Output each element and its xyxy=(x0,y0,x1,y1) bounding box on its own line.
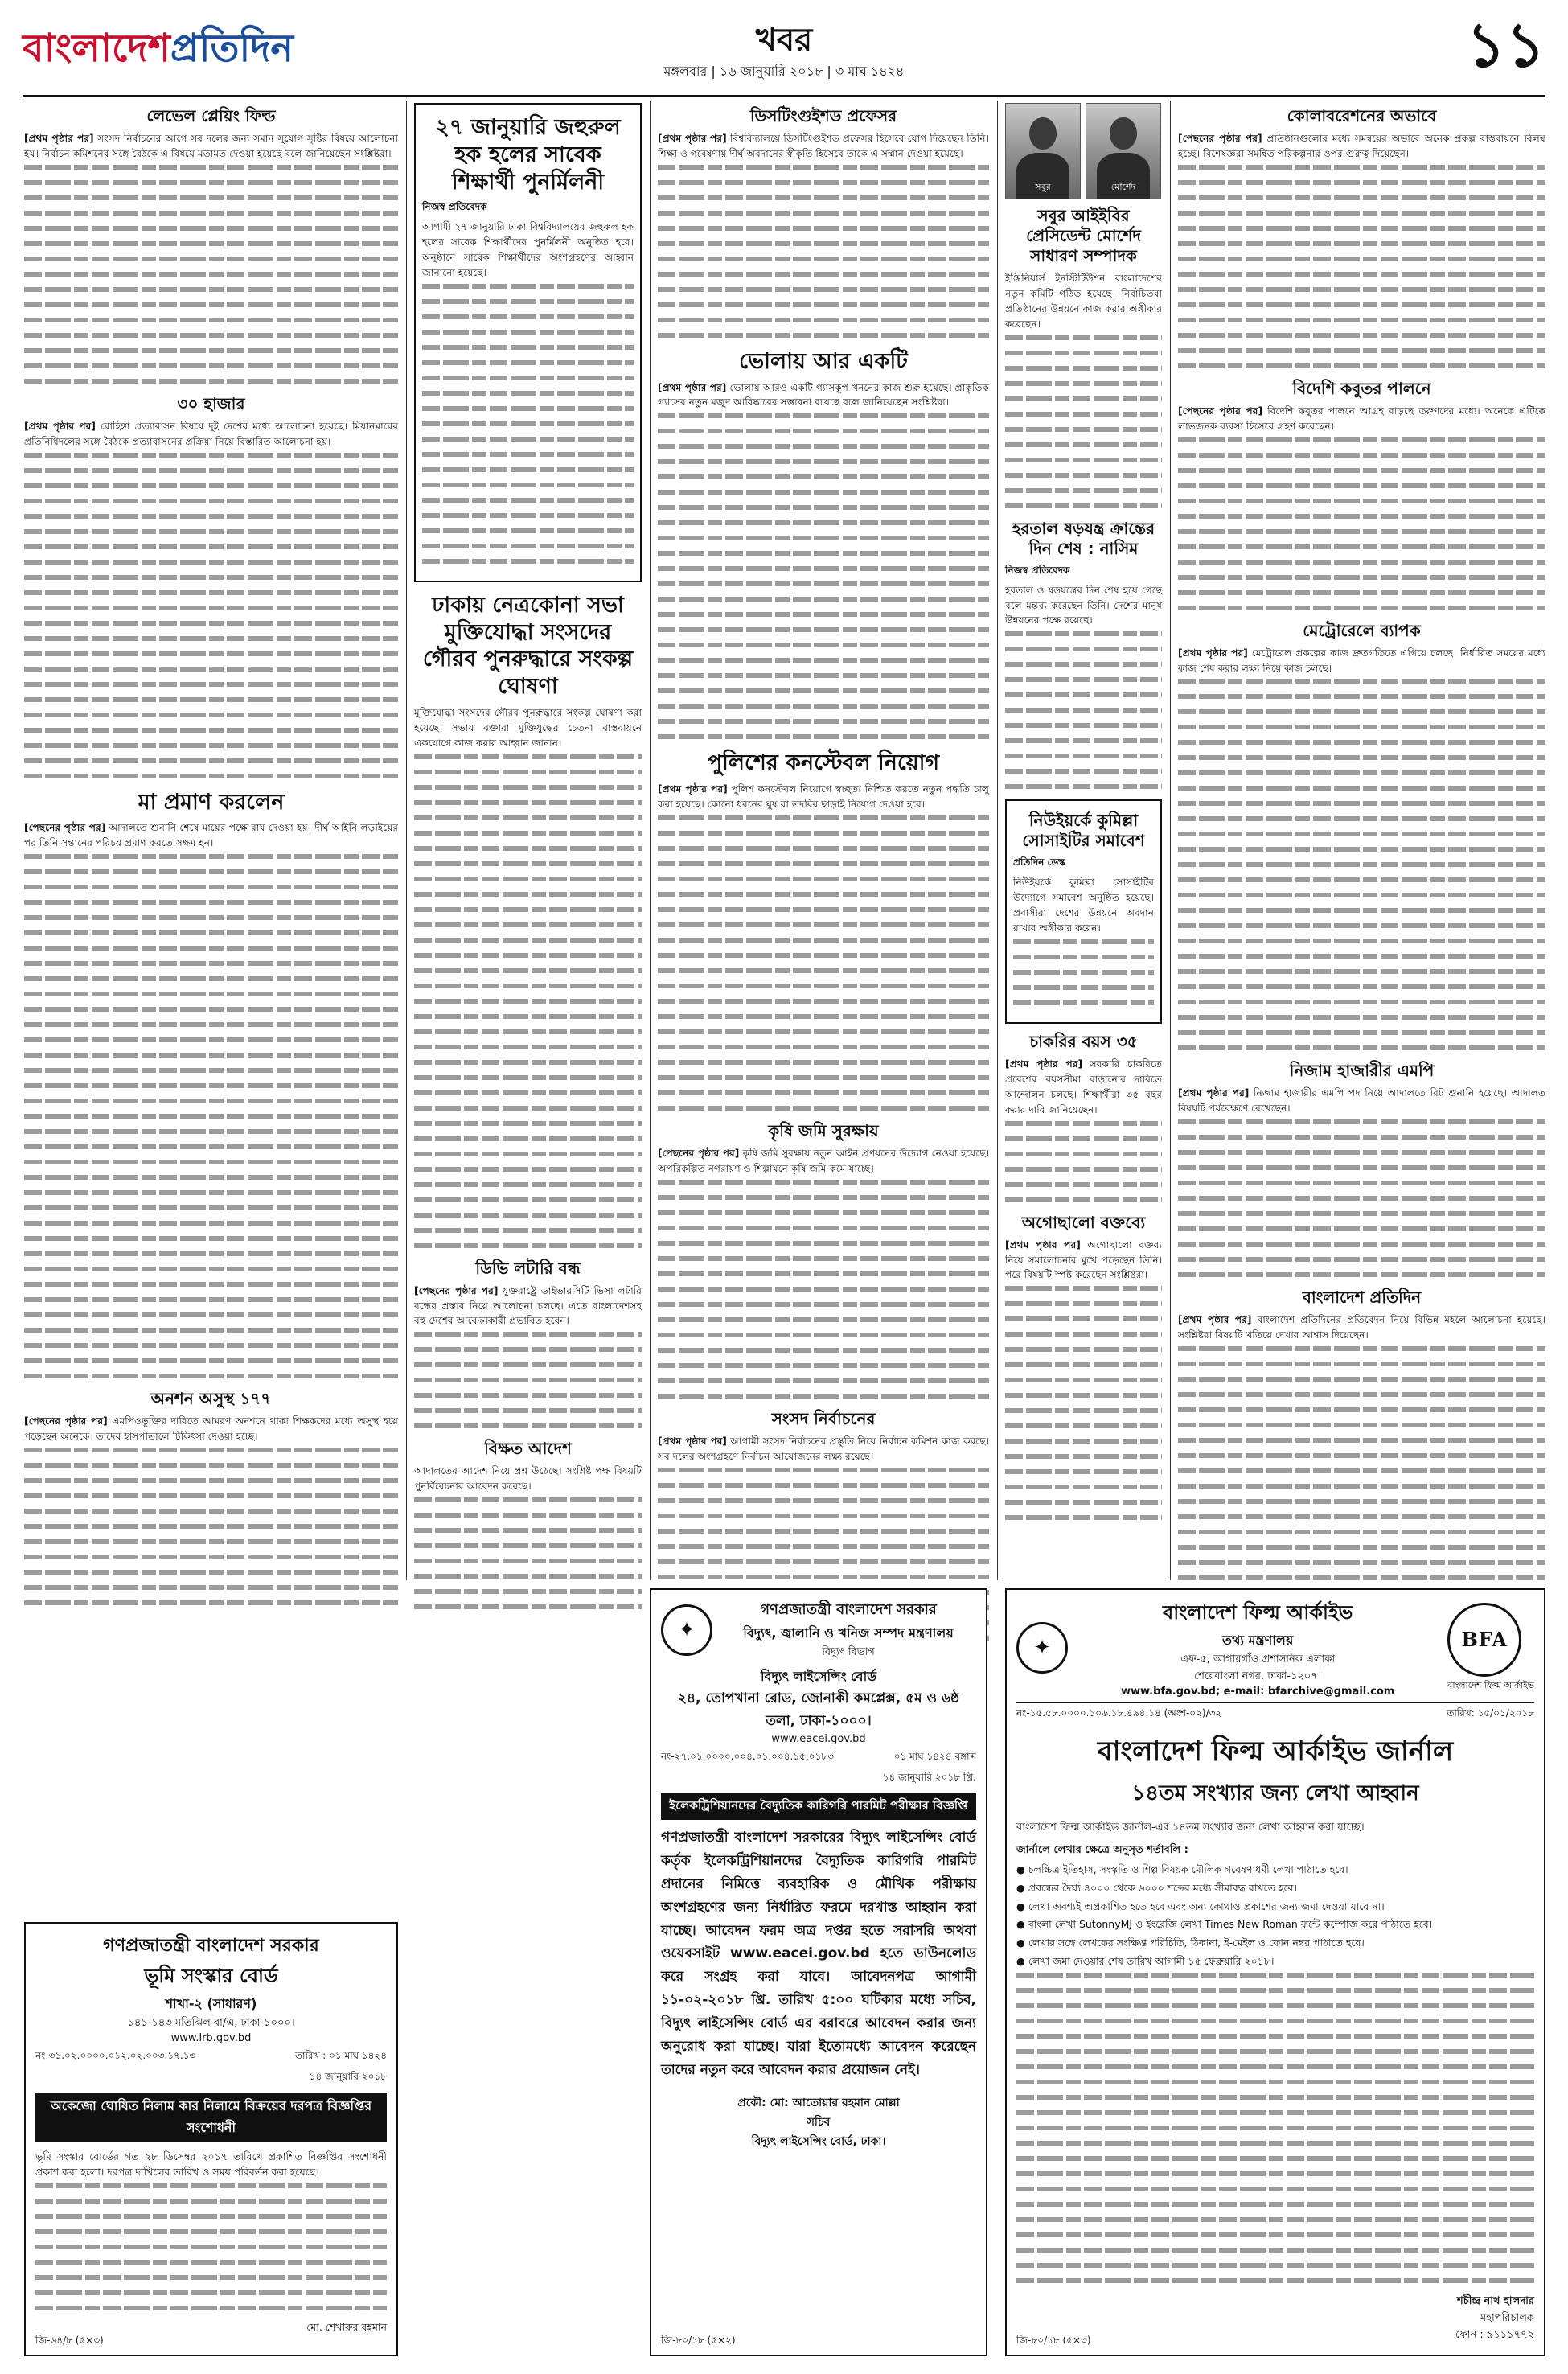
column-divider xyxy=(1170,101,1171,1580)
article-dv-lottery[interactable]: ডিভি লটারি বন্ধ [পেছনের পৃষ্ঠার পর] যুক্তরাষ্ট্রে ডাইভারসিটি ভিসা লটারি বন্ধের প্রস্তাব নিয়ে আলোচনা চলছে। এতে বাংলাদেশসহ বহু দেশের আবেদনকারী প্রভাবিত হবেন। xyxy=(414,1259,642,1429)
ad-website[interactable]: www.eacei.gov.bd xyxy=(771,1733,866,1745)
text-lines xyxy=(422,284,634,564)
byline: নিজস্ব প্রতিবেদক xyxy=(422,201,487,213)
headline: ডিভি লটারি বন্ধ xyxy=(475,1258,581,1278)
ad-date: তারিখ: ১৫/০১/২০১৮ xyxy=(1447,1707,1534,1719)
text-lines xyxy=(24,854,398,1378)
ad-ref-row: নং-৩১.০২.০০০০.০১২.০২.০০৩.১৭.১৩ তারিখ : ০১ মাঘ ১৪২৪ xyxy=(35,2049,387,2065)
film-archive-logo-icon: BFA xyxy=(1447,1603,1521,1677)
ad-land-reform[interactable] xyxy=(24,1922,398,2356)
headline: ঢাকায় নেত্রকোনা সভা মুক্তিযোদ্ধা সংসদের গৌরব পুনরুদ্ধারে সংকল্প ঘোষণা xyxy=(422,592,634,700)
ad-date: ০১ মাঘ ১৪২৪ বঙ্গাব্দ xyxy=(893,1751,976,1762)
photo-caption: সবুর xyxy=(1035,182,1051,192)
ad-list-item: ● লেখা অবশ্যই অপ্রকাশিত হতে হবে এবং অন্য কোথাও প্রকাশের জন্য জমা দেওয়া যাবে না। xyxy=(1016,1900,1385,1912)
article-body: নিজাম হাজারীর এমপি পদ নিয়ে আদালতে রিট শুনানি হয়েছে। আদালত বিষয়টি পর্যবেক্ষণে রেখেছেন। xyxy=(1178,1087,1546,1115)
article-chakri[interactable]: চাকরির বয়স ৩৫ [প্রথম পৃষ্ঠার পর] সরকারি চাকরিতে প্রবেশের বয়সসীমা বাড়ানোর দাবিতে আন্দোলন চলছে। শিক্ষার্থীরা ৩৫ বছর করার দাবি জানিয়েছেন। xyxy=(1005,1032,1162,1202)
text-lines xyxy=(35,2183,387,2310)
text-lines xyxy=(1005,1121,1162,1202)
ad-address: ১৪১-১৪৩ মতিঝিল বা/এ, ঢাকা-১০০০। xyxy=(127,2017,295,2029)
article-anshan[interactable]: অনশন অসুস্থ ১৭৭ [পেছনের পৃষ্ঠার পর] এমপিওভুক্তির দাবিতে আমরণ অনশনে থাকা শিক্ষকদের মধ্যে অসুস্থ হয়ে পড়েছেন অনেকে। তাদের হাসপাতালে চিকিৎসা দেওয়া হচ্ছে। xyxy=(24,1389,398,1605)
headline: সবুর আইইবির প্রেসিডেন্ট মোর্শেদ সাধারণ সম্পাদক xyxy=(1026,206,1141,265)
column-3 xyxy=(658,103,989,1651)
ad-subheading: শাখা-২ (সাধারণ) xyxy=(165,1996,257,2011)
text-lines xyxy=(1013,939,1154,1005)
headline: মেট্রোরেলে ব্যাপক xyxy=(1303,620,1421,640)
ad-heading: গণপ্রজাতন্ত্রী বাংলাদেশ সরকার xyxy=(760,1601,937,1618)
ad-list-item: ● লেখা জমা দেওয়ার শেষ তারিখ আগামী ১৫ ফেব্রুয়ারি ২০১৮। xyxy=(1016,1954,1275,1967)
text-lines xyxy=(1005,631,1162,789)
section-title: খবর xyxy=(755,22,813,59)
government-emblem-icon: ✦ xyxy=(1016,1622,1068,1674)
headline: পুলিশের কনস্টেবল নিয়োগ xyxy=(707,750,940,776)
headline: হরতাল ষড়যন্ত্র ক্রান্তের দিন শেষ : নাসিম xyxy=(1012,518,1155,558)
headline: নিজাম হাজারীর এমপি xyxy=(1289,1061,1435,1081)
ad-header xyxy=(1016,1598,1534,1698)
portrait-photo xyxy=(1086,103,1161,199)
text-lines xyxy=(1005,335,1162,508)
article-horotal[interactable] xyxy=(1005,519,1162,790)
ad-ref: নং-১৫.৫৮.০০০০.১০৬.১৮.৪৯৪.১৪ (অংশ-০২)/৩২ xyxy=(1016,1707,1222,1719)
article-body: হরতাল ও ষড়যন্ত্রের দিন শেষ হয়ে গেছে বলে মন্তব্য করেছেন তিনি। দেশের মানুষ উন্নয়নের পক্ষে রয়েছে। xyxy=(1005,584,1162,626)
ad-code: জি-৮০/১৮ (৫×২) xyxy=(661,2335,736,2346)
portrait-pair xyxy=(1005,103,1162,199)
article-body: কৃষি জমি সুরক্ষায় নতুন আইন প্রণয়নের উদ্যোগ নেওয়া হয়েছে। অপরিকল্পিত নগরায়ণ ও শিল্পায়নে কৃষি জমি কমে যাচ্ছে। xyxy=(658,1147,989,1174)
headline: সংসদ নির্বাচনের xyxy=(771,1408,876,1428)
ad-ref: নং-২৭.০১.০০০০.০০৪.০১.০০৪.১৫.০১৮৩ xyxy=(661,1751,834,1762)
text-lines xyxy=(24,1448,398,1605)
ad-list-title: জার্নালে লেখার ক্ষেত্রে অনুসৃত শর্তাবলি : xyxy=(1016,1844,1188,1857)
article-body: ভোলায় আরও একটি গ্যাসকূপ খননের কাজ শুরু হয়েছে। প্রাকৃতিক গ্যাসের নতুন মজুদ আবিষ্কারের সম্ভাবনা রয়েছে বলে জানিয়েছেন সংশ্লিষ্টরা। xyxy=(658,381,990,409)
headline: ২৭ জানুয়ারি জহুরুল হক হলের সাবেক শিক্ষার্থী পুনর্মিলনী xyxy=(435,115,621,195)
logo-accent: প্রতিদিন xyxy=(170,26,294,71)
ad-signature: প্রকৌ: মো: আতোয়ার রহমান মোল্লা সচিব বিদ্যুৎ লাইসেন্সিং বোর্ড, ঢাকা। xyxy=(737,2096,900,2148)
ad-subheading: বিদ্যুৎ বিভাগ xyxy=(822,1646,875,1658)
column-4 xyxy=(1005,103,1162,1530)
article-level-playing[interactable]: লেভেল প্লেয়িং ফিল্ড [প্রথম পৃষ্ঠার পর] সংসদ নির্বাচনের আগে সব দলের জন্য সমান সুযোগ সৃষ্টির বিষয়ে আলোচনা হয়। নির্বাচন কমিশনের সঙ্গে বৈঠকে এ বিষয়ে মতামত দেওয়া হয়েছে বলে জানিয়েছেন সংশ্লিষ্টরা। xyxy=(24,106,398,384)
article-body: আগামী ২৭ জানুয়ারি ঢাকা বিশ্ববিদ্যালয়ের জহুরুল হক হলের সাবেক শিক্ষার্থীদের পুনর্মিলনী অনুষ্ঠিত হবে। অনুষ্ঠানে সাবেক শিক্ষার্থীদের অংশগ্রহণের আহ্বান জানানো হয়েছে। xyxy=(422,221,634,278)
masthead xyxy=(23,9,1545,93)
logo-main: বাংলাদেশ xyxy=(23,26,170,71)
text-lines xyxy=(658,815,989,1111)
text-lines xyxy=(414,754,642,1248)
article-sabur[interactable] xyxy=(1005,206,1162,508)
ad-heading: বাংলাদেশ ফিল্ম আর্কাইভ xyxy=(1162,1601,1353,1624)
column-divider xyxy=(650,101,651,1580)
article-professor[interactable]: ডিসটিংগুইশড প্রফেসর [প্রথম পৃষ্ঠার পর] বিশ্ববিদ্যালয়ে ডিসটিংগুইশড প্রফেসর হিসেবে যোগ দিয়েছেন তিনি। শিক্ষা ও গবেষণায় দীর্ঘ অবদানের স্বীকৃতি হিসেবে তাকে এ সম্মান দেওয়া হয়েছে। xyxy=(658,106,989,338)
headline: বাংলাদেশ প্রতিদিন xyxy=(1302,1288,1422,1308)
text-lines xyxy=(1005,1286,1162,1520)
ad-heading: ভূমি সংস্কার বোর্ড xyxy=(144,1965,278,1987)
article-body: বিদেশি কবুতর পালনে আগ্রহ বাড়ছে তরুণদের মধ্যে। অনেকে এটিকে লাভজনক ব্যবসা হিসেবে গ্রহণ করেছেন। xyxy=(1178,405,1545,432)
column-2 xyxy=(414,103,642,1620)
ad-date-row xyxy=(35,2070,387,2086)
ad-date: ১৪ জানুয়ারি ২০১৮ xyxy=(309,2071,387,2082)
ad-date-row xyxy=(661,1771,976,1787)
headline: অনশন অসুস্থ ১৭৭ xyxy=(150,1389,272,1409)
article-body: মুক্তিযোদ্ধা সংসদের গৌরব পুনরুদ্ধারে সংকল্প ঘোষণা করা হয়েছে। সভায় বক্তারা মুক্তিযুদ্ধের চেতনা বাস্তবায়নে একযোগে কাজ করার আহ্বান জানান। xyxy=(414,706,642,749)
text-lines xyxy=(658,165,989,338)
ad-body: গণপ্রজাতন্ত্রী বাংলাদেশ সরকারের বিদ্যুৎ লাইসেন্সিং বোর্ড কর্তৃক ইলেকট্রিশিয়ানদের বৈদ্যুতিক কারিগরি পারমিট প্রদানের নিমিত্তে ব্যবহারিক ও মৌখিক পরীক্ষায় অংশগ্রহণের জন্য নির্ধারিত ফরমে দরখাস্ত আহ্বান করা যাচ্ছে। আবেদন ফরম অত্র দপ্তর হতে সরাসরি অথবা ওয়েবসাইট www.eacei.gov.bd হতে ডাউনলোড করে সংগ্রহ করা যাবে। আবেদনপত্র আগামী ১১-০২-২০১৮ খ্রি. তারিখ ৫:০০ ঘটিকার মধ্যে সচিব, বিদ্যুৎ লাইসেন্সিং বোর্ড এর বরাবরে আবেদন করার জন্য অনুরোধ করা যাচ্ছে। যারা ইতোমধ্যে আবেদন করেছেন তাদের নতুন করে আবেদন করার প্রয়োজন নেই। xyxy=(661,1830,976,2078)
text-lines xyxy=(24,453,398,778)
article-body: রোহিঙ্গা প্রত্যাবাসন বিষয়ে দুই দেশের মধ্যে আলোচনা হয়েছে। মিয়ানমারের প্রতিনিধিদলের সঙ্গে বৈঠকে প্রত্যাবাসনের প্রক্রিয়া নিয়ে বিস্তারিত আলোচনা হয়। xyxy=(24,420,399,447)
text-lines xyxy=(24,165,398,384)
headline: ৩০ হাজার xyxy=(177,393,245,413)
ad-ref-row xyxy=(1016,1702,1534,1723)
headline: বিদেশি কবুতর পালনে xyxy=(1292,378,1431,398)
column-1 xyxy=(24,103,398,1616)
article-body: প্রতিষ্ঠানগুলোর মধ্যে সমন্বয়ের অভাবে অনেক প্রকল্প বাস্তবায়নে বিলম্ব হচ্ছে। বিশেষজ্ঞরা সমন্বিত পরিকল্পনার ওপর গুরুত্ব দিয়েছেন। xyxy=(1178,133,1545,159)
ad-ref-row xyxy=(661,1750,976,1766)
ad-intro: বাংলাদেশ ফিল্ম আর্কাইভ জার্নাল-এর ১৪তম সংখ্যার জন্য লেখা আহ্বান করা যাচ্ছে। xyxy=(1016,1822,1365,1834)
text-lines xyxy=(658,413,989,739)
masthead-rule xyxy=(23,95,1545,97)
article-police[interactable]: পুলিশের কনস্টেবল নিয়োগ [প্রথম পৃষ্ঠার পর] পুলিশ কনস্টেবল নিয়োগে স্বচ্ছতা নিশ্চিত করতে নতুন পদ্ধতি চালু করা হয়েছে। কোনো ধরনের ঘুষ বা তদবির ছাড়াই নিয়োগ দেওয়া হবে। xyxy=(658,750,989,1111)
article-nizam[interactable]: নিজাম হাজারীর এমপি [প্রথম পৃষ্ঠার পর] নিজাম হাজারীর এমপি পদ নিয়ে আদালতে রিট শুনানি হয়েছে। আদালত বিষয়টি পর্যবেক্ষণে রেখেছেন। xyxy=(1178,1061,1545,1277)
headline: মা প্রমাণ করলেন xyxy=(138,789,285,815)
ad-electricity[interactable] xyxy=(650,1588,987,2356)
article-ma-proman[interactable]: মা প্রমাণ করলেন [পেছনের পৃষ্ঠার পর] আদালতে শুনানি শেষে মায়ের পক্ষে রায় দেওয়া হয়। দীর্ঘ আইনি লড়াইয়ের পর তিনি সন্তানের পরিচয় প্রমাণ করতে সক্ষম হন। xyxy=(24,789,398,1379)
article-body: পুলিশ কনস্টেবল নিয়োগে স্বচ্ছতা নিশ্চিত করতে নতুন পদ্ধতি চালু করা হয়েছে। কোনো ধরনের ঘুষ বা তদবির ছাড়াই নিয়োগ দেওয়া হবে। xyxy=(658,783,990,811)
headline: নিউইয়র্কে কুমিল্লা সোসাইটির সমাবেশ xyxy=(1022,811,1145,851)
ad-film-archive[interactable] xyxy=(1005,1588,1545,2356)
ad-list-item: ● বাংলা লেখা SutonnyMJ ও ইংরেজি লেখা Times New Roman ফন্টে কম্পোজ করে পাঠাতে হবে। xyxy=(1016,1918,1433,1931)
ad-code: জি-৮০/১৮ (৫×৩) xyxy=(1016,2335,1091,2346)
text-lines xyxy=(1016,1973,1534,2283)
headline: কৃষি জমি সুরক্ষায় xyxy=(768,1120,879,1140)
ad-address: ২৪, তোপখানা রোড, জোনাকী কমপ্লেক্স, ৫ম ও ৬ষ্ঠ তলা, ঢাকা-১০০০। xyxy=(677,1690,960,1729)
photo-caption: মোর্শেদ xyxy=(1110,182,1136,192)
article-muktijoddha[interactable] xyxy=(414,592,642,1248)
ad-heading: গণপ্রজাতন্ত্রী বাংলাদেশ সরকার xyxy=(103,1936,319,1956)
article-metrorail[interactable]: মেট্রোরেলে ব্যাপক [প্রথম পৃষ্ঠার পর] মেট্রোরেল প্রকল্পের কাজ দ্রুতগতিতে এগিয়ে চলছে। নির্ধারিত সময়ের মধ্যে কাজ শেষ করার লক্ষ্য নিয়ে কাজ চলছে। xyxy=(1178,621,1545,1051)
ad-website[interactable]: www.lrb.gov.bd xyxy=(170,2032,252,2044)
ad-code: জি-৬৪/৮ (৫×৩) xyxy=(35,2335,104,2346)
headline: ভোলায় আর একটি xyxy=(739,348,908,374)
article-kobutor[interactable]: বিদেশি কবুতর পালনে [পেছনের পৃষ্ঠার পর] বিদেশি কবুতর পালনে আগ্রহ বাড়ছে তরুণদের মধ্যে। অনেকে এটিকে লাভজনক ব্যবসা হিসেবে গ্রহণ করেছেন। xyxy=(1178,379,1545,610)
ad-body: ভূমি সংস্কার বোর্ডের গত ২৮ ডিসেম্বর ২০১৭ তারিখে প্রকাশিত বিজ্ঞপ্তির সংশোধনী প্রকাশ করা হলো। দরপত্র দাখিলের তারিখ ও সময় পরিবর্তন করা হয়েছে। xyxy=(35,2150,387,2179)
article-body: আদালতে শুনানি শেষে মায়ের পক্ষে রায় দেওয়া হয়। দীর্ঘ আইনি লড়াইয়ের পর তিনি সন্তানের পরিচয় প্রমাণ করতে সক্ষম হন। xyxy=(24,822,398,849)
article-collaboration[interactable]: কোলাবরেশনের অভাবে [পেছনের পৃষ্ঠার পর] প্রতিষ্ঠানগুলোর মধ্যে সমন্বয়ের অভাবে অনেক প্রকল্প বাস্তবায়নে বিলম্ব হচ্ছে। বিশেষজ্ঞরা সমন্বিত পরিকল্পনার ওপর গুরুত্ব দিয়েছেন। xyxy=(1178,106,1545,368)
text-lines xyxy=(1178,1346,1545,1580)
byline: প্রতিদিন ডেস্ক xyxy=(1013,856,1065,869)
text-lines xyxy=(1178,1119,1545,1277)
portrait-photo xyxy=(1005,103,1081,199)
article-krishi[interactable]: কৃষি জমি সুরক্ষায় [পেছনের পৃষ্ঠার পর] কৃষি জমি সুরক্ষায় নতুন আইন প্রণয়নের উদ্যোগ নেওয়া হয়েছে। অপরিকল্পিত নগরায়ণ ও শিল্পায়নে কৃষি জমি কমে যাচ্ছে। xyxy=(658,1121,989,1399)
ad-band: ইলেকট্রিশিয়ানদের বৈদ্যুতিক কারিগরি পারমিট পরীক্ষার বিজ্ঞপ্তি xyxy=(661,1793,976,1820)
ad-signature: শচীন্দ্র নাথ হালদার মহাপরিচালক ফোন : ৯১১১৭৭২ xyxy=(1455,2294,1534,2341)
ad-header xyxy=(661,1598,976,1661)
article-body: বিশ্ববিদ্যালয়ে ডিসটিংগুইশড প্রফেসর হিসেবে যোগ দিয়েছেন তিনি। শিক্ষা ও গবেষণায় দীর্ঘ অবদানের স্বীকৃতি হিসেবে তাকে এ সম্মান দেওয়া হয়েছে। xyxy=(658,133,989,159)
dateline: মঙ্গলবার | ১৬ জানুয়ারি ২০১৮ | ৩ মাঘ ১৪২৪ xyxy=(663,64,905,79)
ad-subheadline: ১৪তম সংখ্যার জন্য লেখা আহ্বান xyxy=(1131,1781,1419,1805)
headline: অগোছালো বক্তব্যে xyxy=(1021,1212,1146,1232)
text-lines xyxy=(1178,165,1545,368)
ad-address: এফ-৫, আগারগাঁও প্রশাসনিক এলাকা xyxy=(1180,1653,1336,1665)
article-body: আদালতের আদেশ নিয়ে প্রশ্ন উঠেছে। সংশ্লিষ্ট পক্ষ বিষয়টি পুনর্বিবেচনার আবেদন করেছে। xyxy=(414,1465,642,1493)
article-body: আগামী সংসদ নির্বাচনের প্রস্তুতি নিয়ে নির্বাচন কমিশন কাজ করছে। সব দলের অংশগ্রহণে নির্বাচন আয়োজনের লক্ষ্য রয়েছে। xyxy=(658,1435,989,1462)
article-bikkhoto[interactable] xyxy=(414,1439,642,1609)
article-haq-hall[interactable] xyxy=(414,103,642,582)
ad-date: ০১ মাঘ ১৪২৪ xyxy=(329,2050,387,2061)
article-thirty-thousand[interactable]: ৩০ হাজার [প্রথম পৃষ্ঠার পর] রোহিঙ্গা প্রত্যাবাসন বিষয়ে দুই দেশের মধ্যে আলোচনা হয়েছে। মিয়ানমারের প্রতিনিধিদলের সঙ্গে বৈঠকে প্রত্যাবাসনের প্রক্রিয়া নিয়ে বিস্তারিত আলোচনা হয়। xyxy=(24,394,398,778)
page-number: ১১ xyxy=(1466,9,1545,80)
bfa-logo xyxy=(1447,1603,1534,1694)
ad-board: বিদ্যুৎ লাইসেন্সিং বোর্ড xyxy=(761,1669,876,1684)
ad-heading: বিদ্যুৎ, জ্বালানি ও খনিজ সম্পদ মন্ত্রণালয় xyxy=(743,1625,954,1641)
ad-band: অকেজো ঘোষিত নিলাম কার নিলামে বিক্রয়ের দরপত্র বিজ্ঞপ্তির সংশোধনী xyxy=(35,2093,387,2142)
headline: চাকরির বয়স ৩৫ xyxy=(1029,1031,1138,1051)
text-lines xyxy=(414,1332,642,1428)
ad-ref: নং-৩১.০২.০০০০.০১২.০২.০০৩.১৭.১৩ xyxy=(35,2050,196,2061)
text-lines xyxy=(658,1180,989,1399)
article-agochalo[interactable]: অগোছালো বক্তব্যে [প্রথম পৃষ্ঠার পর] অগোছালো বক্তব্য নিয়ে সমালোচনার মুখে পড়েছেন তিনি। পরে বিষয়টি স্পষ্ট করেছেন সংশ্লিষ্টরা। xyxy=(1005,1213,1162,1521)
headline: লেভেল প্লেয়িং ফিল্ড xyxy=(146,106,276,125)
article-body: ইঞ্জিনিয়ার্স ইনস্টিটিউশন বাংলাদেশের নতুন কমিটি গঠিত হয়েছে। নির্বাচিতরা প্রতিষ্ঠানের উন্নয়নে কাজ করার অঙ্গীকার করেছেন। xyxy=(1005,273,1162,330)
text-lines xyxy=(1178,679,1545,1050)
ad-list-item: ● চলচ্চিত্র ইতিহাস, সংস্কৃতি ও শিল্প বিষয়ক মৌলিক গবেষণাধর্মী লেখা পাঠাতে হবে। xyxy=(1016,1863,1348,1876)
ad-list-item: ● লেখার সঙ্গে লেখকের সংক্ষিপ্ত পরিচিতি, ঠিকানা, ই-মেইল ও ফোন নম্বর পাঠাতে হবে। xyxy=(1016,1937,1365,1949)
ad-list-item: ● প্রবন্ধের দৈর্ঘ্য ৪০০০ থেকে ৬০০০ শব্দের মধ্যে সীমাবদ্ধ রাখতে হবে। xyxy=(1016,1881,1297,1894)
article-newyork[interactable] xyxy=(1005,799,1162,1024)
ad-date: ১৪ জানুয়ারি ২০১৮ খ্রি. xyxy=(882,1772,976,1783)
text-lines xyxy=(1178,437,1545,610)
ad-website[interactable]: www.bfa.gov.bd; e-mail: bfarchive@gmail.com xyxy=(1120,1686,1395,1698)
article-body: অগোছালো বক্তব্য নিয়ে সমালোচনার মুখে পড়েছেন তিনি। পরে বিষয়টি স্পষ্ট করেছেন সংশ্লিষ্টরা। xyxy=(1005,1238,1163,1281)
article-body: বাংলাদেশ প্রতিদিনের প্রতিবেদন নিয়ে বিভিন্ন মহলে আলোচনা হয়েছে। সংশ্লিষ্টরা বিষয়টি খতিয়ে দেখার আশ্বাস দিয়েছেন। xyxy=(1178,1314,1546,1341)
article-sangsad[interactable]: সংসদ নির্বাচনের [প্রথম পৃষ্ঠার পর] আগামী সংসদ নির্বাচনের প্রস্তুতি নিয়ে নির্বাচন কমিশন কাজ করছে। সব দলের অংশগ্রহণে নির্বাচন আয়োজনের লক্ষ্য রয়েছে। xyxy=(658,1409,989,1641)
article-body: নিউইয়র্কে কুমিল্লা সোসাইটির উদ্যোগে সমাবেশ অনুষ্ঠিত হয়েছে। প্রবাসীরা দেশের উন্নয়নে অবদান রাখার অঙ্গীকার করেন। xyxy=(1013,877,1154,934)
byline: নিজস্ব প্রতিবেদক xyxy=(1005,564,1070,576)
ad-subheading: তথ্য মন্ত্রণালয় xyxy=(1222,1633,1294,1648)
ad-signature: মো. শেখারুর রহমান xyxy=(306,2320,387,2333)
logo-caption: বাংলাদেশ ফিল্ম আর্কাইভ xyxy=(1447,1679,1534,1690)
article-body: সরকারি চাকরিতে প্রবেশের বয়সসীমা বাড়ানোর দাবিতে আন্দোলন চলছে। শিক্ষার্থীরা ৩৫ বছর করার দাবি জানিয়েছেন। xyxy=(1005,1058,1162,1115)
article-body: মেট্রোরেল প্রকল্পের কাজ দ্রুতগতিতে এগিয়ে চলছে। নির্ধারিত সময়ের মধ্যে কাজ শেষ করার লক্ষ্য নিয়ে কাজ চলছে। xyxy=(1178,647,1546,674)
article-body: এমপিওভুক্তির দাবিতে আমরণ অনশনে থাকা শিক্ষকদের মধ্যে অসুস্থ হয়ে পড়েছেন অনেকে। তাদের হাসপাতালে চিকিৎসা দেওয়া হচ্ছে। xyxy=(24,1415,398,1443)
headline: বিক্ষত আদেশ xyxy=(484,1439,572,1459)
column-divider xyxy=(406,101,407,1580)
column-divider xyxy=(997,101,998,1580)
government-emblem-icon: ✦ xyxy=(661,1604,712,1656)
ad-headline: বাংলাদেশ ফিল্ম আর্কাইভ জার্নাল xyxy=(1097,1735,1454,1768)
article-dholai[interactable]: ভোলায় আর একটি [প্রথম পৃষ্ঠার পর] ভোলায় আরও একটি গ্যাসকূপ খননের কাজ শুরু হয়েছে। প্রাকৃতিক গ্যাসের নতুন মজুদ আবিষ্কারের সম্ভাবনা রয়েছে বলে জানিয়েছেন সংশ্লিষ্টরা। xyxy=(658,348,989,740)
article-body: যুক্তরাষ্ট্রে ডাইভারসিটি ভিসা লটারি বন্ধের প্রস্তাব নিয়ে আলোচনা চলছে। এতে বাংলাদেশসহ বহু দেশের আবেদনকারী প্রভাবিত হবেন। xyxy=(414,1284,642,1327)
ad-address: শেরেবাংলা নগর, ঢাকা-১২০৭। xyxy=(1193,1670,1322,1682)
headline: ডিসটিংগুইশড প্রফেসর xyxy=(749,106,897,125)
text-lines xyxy=(414,1497,642,1609)
article-bd-protidin[interactable]: বাংলাদেশ প্রতিদিন [প্রথম পৃষ্ঠার পর] বাংলাদেশ প্রতিদিনের প্রতিবেদন নিয়ে বিভিন্ন মহলে আলোচনা হয়েছে। সংশ্লিষ্টরা বিষয়টি খতিয়ে দেখার আশ্বাস দিয়েছেন। xyxy=(1178,1288,1545,1580)
article-body: সংসদ নির্বাচনের আগে সব দলের জন্য সমান সুযোগ সৃষ্টির বিষয়ে আলোচনা হয়। নির্বাচন কমিশনের সঙ্গে বৈঠকে এ বিষয়ে মতামত দেওয়া হয়েছে বলে জানিয়েছেন সংশ্লিষ্টরা। xyxy=(24,133,399,159)
headline: কোলাবরেশনের অভাবে xyxy=(1287,106,1437,125)
column-5 xyxy=(1178,103,1545,1591)
